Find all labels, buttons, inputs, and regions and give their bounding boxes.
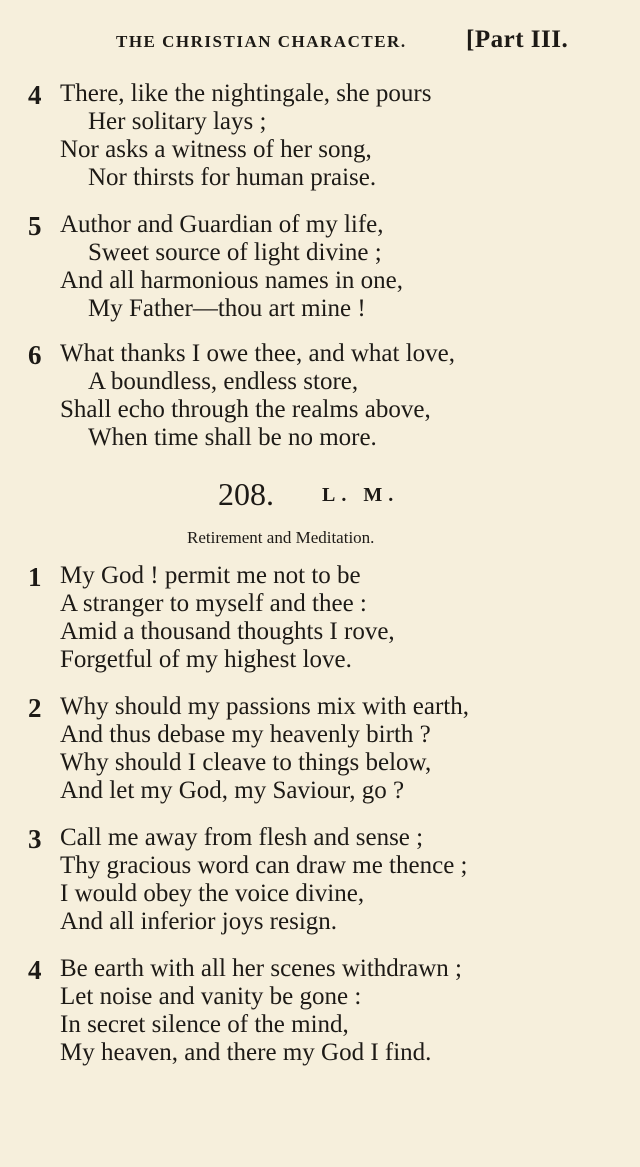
hymn-subtitle: Retirement and Meditation. xyxy=(187,528,375,547)
verse-line: Be earth with all her scenes withdrawn ; xyxy=(60,955,462,982)
verse-line: And thus debase my heavenly birth ? xyxy=(60,721,431,748)
stanza-number: 3 xyxy=(28,824,42,854)
verse-line: And all inferior joys resign. xyxy=(60,908,338,935)
verse-line: Author and Guardian of my life, xyxy=(60,211,384,238)
hymn-number: 208. xyxy=(218,476,274,512)
verse-line: Sweet source of light divine ; xyxy=(88,239,382,266)
verse-line: In secret silence of the mind, xyxy=(60,1011,349,1038)
stanza-number: 2 xyxy=(28,693,42,723)
verse-line: Her solitary lays ; xyxy=(88,108,267,135)
verse-line: Let noise and vanity be gone : xyxy=(60,983,362,1010)
stanza-number: 4 xyxy=(28,955,42,985)
verse-line: A boundless, endless store, xyxy=(88,368,359,395)
verse-line: Thy gracious word can draw me thence ; xyxy=(60,852,468,879)
verse-line: My heaven, and there my God I find. xyxy=(60,1039,432,1066)
part-label: [Part III. xyxy=(466,26,569,53)
verse-line: My Father—thou art mine ! xyxy=(88,295,366,322)
verse-line: And all harmonious names in one, xyxy=(60,267,403,294)
stanza-number: 6 xyxy=(28,340,42,370)
stanza-number: 4 xyxy=(28,80,42,110)
verse-line: Forgetful of my highest love. xyxy=(60,646,352,673)
verse-line: Nor asks a witness of her song, xyxy=(60,136,372,163)
running-title: THE CHRISTIAN CHARACTER. xyxy=(116,32,407,51)
verse-line: Nor thirsts for human praise. xyxy=(88,164,377,191)
verse-line: Call me away from flesh and sense ; xyxy=(60,824,424,851)
verse-line: I would obey the voice divine, xyxy=(60,880,365,907)
verse-line: My God ! permit me not to be xyxy=(60,562,361,589)
stanza-number: 5 xyxy=(28,211,42,241)
verse-line: Amid a thousand thoughts I rove, xyxy=(60,618,395,645)
hymn-heading xyxy=(0,476,640,516)
verse-line: Why should I cleave to things below, xyxy=(60,749,432,776)
verse-line: There, like the nightingale, she pours xyxy=(60,80,432,107)
verse-line: A stranger to myself and thee : xyxy=(60,590,367,617)
verse-line: When time shall be no more. xyxy=(88,424,377,451)
page-header xyxy=(0,26,640,60)
verse-line: Shall echo through the realms above, xyxy=(60,396,431,423)
stanza-number: 1 xyxy=(28,562,42,592)
verse-line: What thanks I owe thee, and what love, xyxy=(60,340,456,367)
verse-line: And let my God, my Saviour, go ? xyxy=(60,777,405,804)
hymn-meter: L. M. xyxy=(322,484,400,506)
verse-line: Why should my passions mix with earth, xyxy=(60,693,469,720)
